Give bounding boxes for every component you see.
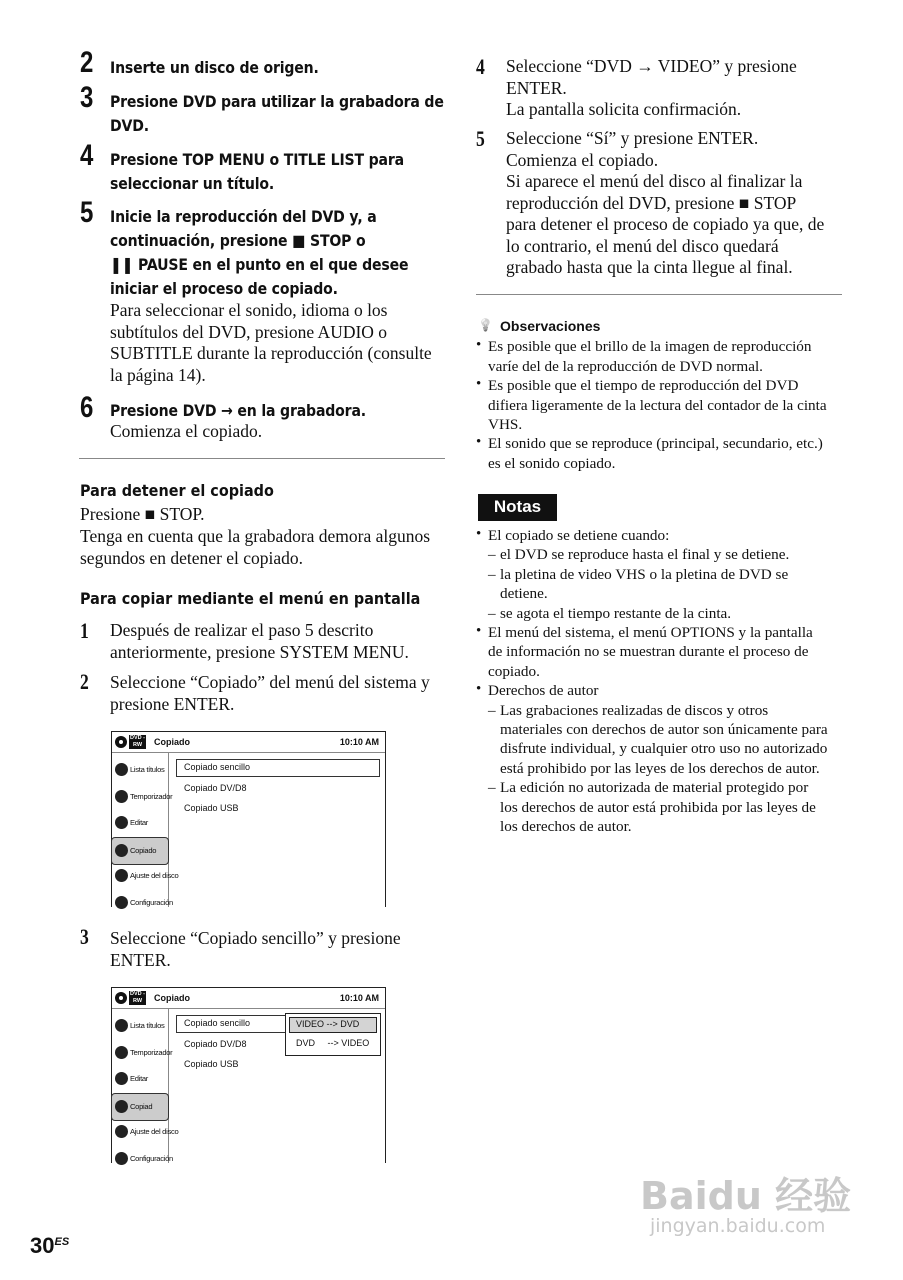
sidebar-item-label: Temporizador xyxy=(130,1047,173,1057)
sidebar-item-icon xyxy=(115,1072,128,1085)
observation-text: varíe del de la reproducción de DVD normal. xyxy=(488,357,763,375)
bullet-dot: • xyxy=(476,376,482,392)
observaciones-heading: Observaciones xyxy=(500,318,601,334)
sidebar-item-icon xyxy=(115,1046,128,1059)
note-text: el DVD se reproduce hasta el final y se detiene. xyxy=(500,546,790,564)
observation-text: Es posible que el brillo de la imagen de reproducción xyxy=(488,338,812,355)
section-heading: Para detener el copiado xyxy=(80,481,274,500)
step-instruction: Seleccione “DVD → VIDEO” y presione xyxy=(506,56,797,76)
bullet-dot: • xyxy=(476,434,482,450)
sidebar-item xyxy=(112,1146,173,1172)
menu-option: Copiado USB xyxy=(184,803,239,813)
step-instruction: ❚❚ PAUSE en el punto en el que desee xyxy=(110,255,409,274)
step-instruction: anteriormente, presione SYSTEM MENU. xyxy=(110,642,409,662)
observation-text: difiera ligeramente de la lectura del contador de la cinta xyxy=(488,396,827,414)
step-number: 4 xyxy=(476,54,485,79)
sidebar-item xyxy=(112,1040,173,1066)
step-number: 5 xyxy=(80,196,94,229)
sidebar-item-icon xyxy=(115,763,128,776)
note-text: detiene. xyxy=(500,585,548,603)
sidebar-item-label: Lista títulos xyxy=(130,1021,165,1030)
section-text: Presione ■ STOP. xyxy=(80,504,205,524)
note-text: Derechos de autor xyxy=(488,682,599,700)
note-text: copiado. xyxy=(488,662,540,680)
step-detail: Para seleccionar el sonido, idioma o los xyxy=(110,300,388,320)
screen-sidebar xyxy=(112,753,179,907)
sidebar-item-icon xyxy=(115,869,128,882)
screen-clock: 10:10 AM xyxy=(339,737,379,747)
sidebar-item xyxy=(112,863,179,889)
step-number: 6 xyxy=(80,391,94,424)
dvd-logo: DVD -RW xyxy=(130,991,145,1004)
watermark-brand: Baidu 经验 xyxy=(640,1174,852,1218)
sidebar-item xyxy=(112,784,173,810)
disc-icon xyxy=(115,736,127,748)
section-text: Tenga en cuenta que la grabadora demora algunos xyxy=(80,526,431,546)
menu-option: Copiado sencillo xyxy=(184,1018,251,1028)
sidebar-item xyxy=(112,1066,168,1092)
note-text: El menú del sistema, el menú OPTIONS y la pantalla xyxy=(488,624,813,641)
step-detail: subtítulos del DVD, presione AUDIO o xyxy=(110,321,388,342)
sidebar-item-icon xyxy=(115,1100,128,1113)
step-instruction: iniciar el proceso de copiado. xyxy=(110,279,338,298)
lightbulb-icon: 💡 xyxy=(478,318,493,332)
step-instruction: Comienza el copiado. xyxy=(506,149,659,170)
sidebar-item-label: Lista títulos xyxy=(130,765,165,774)
step-number: 4 xyxy=(80,139,94,172)
sidebar-item-label: Copiado xyxy=(130,845,157,855)
step-number: 1 xyxy=(80,618,89,643)
sidebar-item-label: Configuración xyxy=(130,1153,173,1163)
note-text: los derechos de autor está prohibida por las leyes de xyxy=(500,798,816,816)
step-instruction: Seleccione “Sí” y presione ENTER. xyxy=(506,128,759,148)
step-instruction: presione ENTER. xyxy=(110,694,235,714)
step-instruction: Presione DVD para utilizar la grabadora de xyxy=(110,92,444,111)
note-text: está prohibido por las leyes de los derechos de autor. xyxy=(500,759,820,777)
bullet-dot: • xyxy=(476,681,482,698)
menu-screen-2 xyxy=(111,987,386,1163)
sidebar-item-label: Editar xyxy=(130,1074,149,1083)
step-number: 3 xyxy=(80,81,94,114)
sidebar-item xyxy=(112,757,168,783)
menu-screen-1 xyxy=(111,731,386,907)
sidebar-item-label: Configuración xyxy=(130,897,173,907)
step-number: 5 xyxy=(476,126,485,151)
sidebar-item-icon xyxy=(115,790,128,803)
sidebar-item-icon xyxy=(115,1152,128,1165)
step-instruction: Inserte un disco de origen. xyxy=(110,58,319,77)
bullet-dot: • xyxy=(476,623,482,639)
sidebar-item-icon xyxy=(115,1125,128,1138)
sidebar-item xyxy=(112,1013,168,1039)
sidebar-item xyxy=(111,1093,169,1121)
screen-title: Copiado xyxy=(154,993,190,1003)
step-detail: Comienza el copiado. xyxy=(110,421,263,441)
step-instruction: continuación, presione ■ STOP o xyxy=(110,231,366,250)
disc-hole xyxy=(119,740,123,744)
dash-marker: – xyxy=(488,546,496,564)
sidebar-item-label: Editar xyxy=(130,818,149,827)
dvd-logo: DVD -RW xyxy=(130,735,145,748)
bullet-dot: • xyxy=(476,337,482,353)
screen-title-bar xyxy=(112,732,385,753)
observation-text: es el sonido copiado. xyxy=(488,454,616,472)
step-instruction: Presione TOP MENU o TITLE LIST para xyxy=(110,150,404,169)
sidebar-item-icon xyxy=(115,1019,128,1032)
watermark-url-text: jingyan.baidu.com xyxy=(650,1215,826,1237)
sidebar-item-icon xyxy=(115,816,128,829)
sidebar-item xyxy=(112,1119,179,1145)
divider xyxy=(79,458,445,459)
divider xyxy=(476,294,842,295)
section-heading: Para copiar mediante el menú en pantalla xyxy=(80,589,421,608)
step-number: 2 xyxy=(80,669,89,694)
sidebar-item-label: Copiad xyxy=(130,1101,153,1111)
note-text: la pletina de video VHS o la pletina de DVD se xyxy=(500,565,789,583)
sidebar-item xyxy=(112,890,173,916)
menu-option: Copiado DV/D8 xyxy=(184,1038,247,1049)
screen-title-bar xyxy=(112,988,385,1009)
submenu-popup xyxy=(285,1013,381,1056)
step-detail: SUBTITLE durante la reproducción (consulte xyxy=(110,343,432,363)
sidebar-item-icon xyxy=(115,844,128,857)
step-instruction: seleccionar un título. xyxy=(110,174,275,193)
menu-option: Copiado USB xyxy=(184,1059,239,1069)
observation-text: Es posible que el tiempo de reproducción del DVD xyxy=(488,377,799,394)
notas-badge xyxy=(478,494,557,521)
screen-clock: 10:10 AM xyxy=(339,993,379,1003)
step-instruction: ENTER. xyxy=(506,77,567,98)
step-instruction: Seleccione “Copiado” del menú del sistema y xyxy=(110,672,430,692)
step-instruction: lo contrario, el menú del disco quedará xyxy=(506,235,779,256)
sidebar-item-label: Ajuste del disco xyxy=(130,871,179,880)
sidebar-item-icon xyxy=(115,896,128,909)
step-instruction: reproducción del DVD, presione ■ STOP xyxy=(506,192,797,213)
note-text: materiales con derechos de autor son únicamente para xyxy=(500,721,828,738)
note-text: se agota el tiempo restante de la cinta. xyxy=(500,604,732,622)
page-number xyxy=(30,1233,69,1259)
watermark-url xyxy=(650,1215,825,1237)
dash-marker: – xyxy=(488,779,496,797)
step-instruction: DVD. xyxy=(110,116,149,135)
notas-heading: Notas xyxy=(493,497,542,516)
observation-text: El sonido que se reproduce (principal, secundario, etc.) xyxy=(488,435,823,452)
page-number-suffix: ES xyxy=(54,1236,70,1248)
sidebar-item-label: Ajuste del disco xyxy=(130,1127,179,1136)
submenu-option: DVD --> VIDEO xyxy=(296,1038,370,1048)
screen-title: Copiado xyxy=(154,737,190,747)
note-text: de información no se muestran durante el proceso de xyxy=(488,643,809,661)
step-number: 2 xyxy=(80,46,94,79)
note-text: El copiado se detiene cuando: xyxy=(488,527,670,544)
step-instruction: Después de realizar el paso 5 descrito xyxy=(110,620,374,640)
dash-marker: – xyxy=(488,565,496,583)
step-number: 3 xyxy=(80,924,89,949)
step-instruction: ENTER. xyxy=(110,950,171,970)
page-number-value: 30 xyxy=(30,1233,55,1258)
note-text: La edición no autorizada de material protegido por xyxy=(500,779,809,797)
sidebar-item xyxy=(111,837,169,865)
screen-sidebar xyxy=(112,1009,179,1163)
sidebar-item xyxy=(112,810,168,836)
dash-marker: – xyxy=(488,604,496,622)
dash-marker: – xyxy=(488,701,496,719)
step-instruction: grabado hasta que la cinta llegue al final. xyxy=(506,257,793,277)
menu-option: Copiado sencillo xyxy=(184,762,251,772)
note-text: los derechos de autor. xyxy=(500,818,632,835)
observation-text: VHS. xyxy=(488,416,523,433)
section-text: segundos en detener el copiado. xyxy=(80,548,304,568)
watermark-logo xyxy=(640,1165,851,1220)
step-instruction: Presione DVD → en la grabadora. xyxy=(110,401,366,420)
submenu-option: VIDEO --> DVD xyxy=(296,1019,360,1029)
menu-option: Copiado DV/D8 xyxy=(184,782,247,793)
note-text: disfrute individual, y cualquier otro uso no autorizado xyxy=(500,740,828,758)
sidebar-item-label: Temporizador xyxy=(130,791,173,801)
step-instruction: para detener el proceso de copiado ya que, de xyxy=(506,214,825,234)
step-instruction: Inicie la reproducción del DVD y, a xyxy=(110,207,377,226)
note-text: Las grabaciones realizadas de discos y otros xyxy=(500,701,769,719)
step-instruction: Si aparece el menú del disco al finalizar la xyxy=(506,171,803,191)
step-instruction: Seleccione “Copiado sencillo” y presione xyxy=(110,928,401,948)
bullet-dot: • xyxy=(476,526,482,542)
step-detail: la página 14). xyxy=(110,364,206,385)
disc-hole xyxy=(119,996,123,1000)
disc-icon xyxy=(115,992,127,1004)
step-instruction: La pantalla solicita confirmación. xyxy=(506,99,742,119)
